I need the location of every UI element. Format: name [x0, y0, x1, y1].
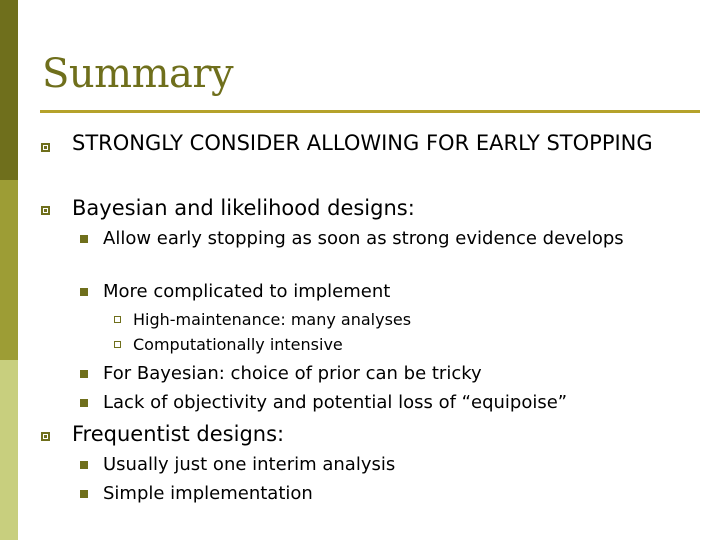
bullet-square-icon: [41, 143, 50, 152]
bullet-more-complicated: More complicated to implement: [103, 281, 391, 302]
bullet-solid-square-icon: [80, 399, 88, 407]
bullet-square-icon: [41, 432, 50, 441]
bullet-for-bayesian: For Bayesian: choice of prior can be tricky: [103, 363, 482, 384]
bullet-usually-one-interim: Usually just one interim analysis: [103, 454, 396, 475]
bullet-small-square-icon: [114, 316, 121, 323]
bullet-high-maintenance: High-maintenance: many analyses: [133, 310, 412, 329]
bullet-allow-early-stopping: Allow early stopping as soon as strong evidence develops: [103, 228, 624, 249]
slide-title: Summary: [42, 51, 234, 97]
bullet-solid-square-icon: [80, 370, 88, 378]
bullet-solid-square-icon: [80, 461, 88, 469]
bullet-small-square-icon: [114, 341, 121, 348]
bullet-square-icon: [41, 206, 50, 215]
bullet-solid-square-icon: [80, 235, 88, 243]
left-stripe-bottom: [0, 360, 18, 540]
title-underline: [40, 110, 700, 113]
left-stripe-middle: [0, 180, 18, 360]
bullet-early-stopping: STRONGLY CONSIDER ALLOWING FOR EARLY STOPPING: [72, 131, 653, 155]
bullet-computationally-intensive: Computationally intensive: [133, 335, 343, 354]
bullet-solid-square-icon: [80, 288, 88, 296]
bullet-solid-square-icon: [80, 490, 88, 498]
bullet-frequentist-designs: Frequentist designs:: [72, 422, 285, 446]
bullet-bayesian-likelihood: Bayesian and likelihood designs:: [72, 196, 415, 220]
bullet-simple-implementation: Simple implementation: [103, 483, 313, 504]
bullet-lack-of-objectivity: Lack of objectivity and potential loss of “equipoise”: [103, 392, 568, 413]
left-stripe-top: [0, 0, 18, 180]
